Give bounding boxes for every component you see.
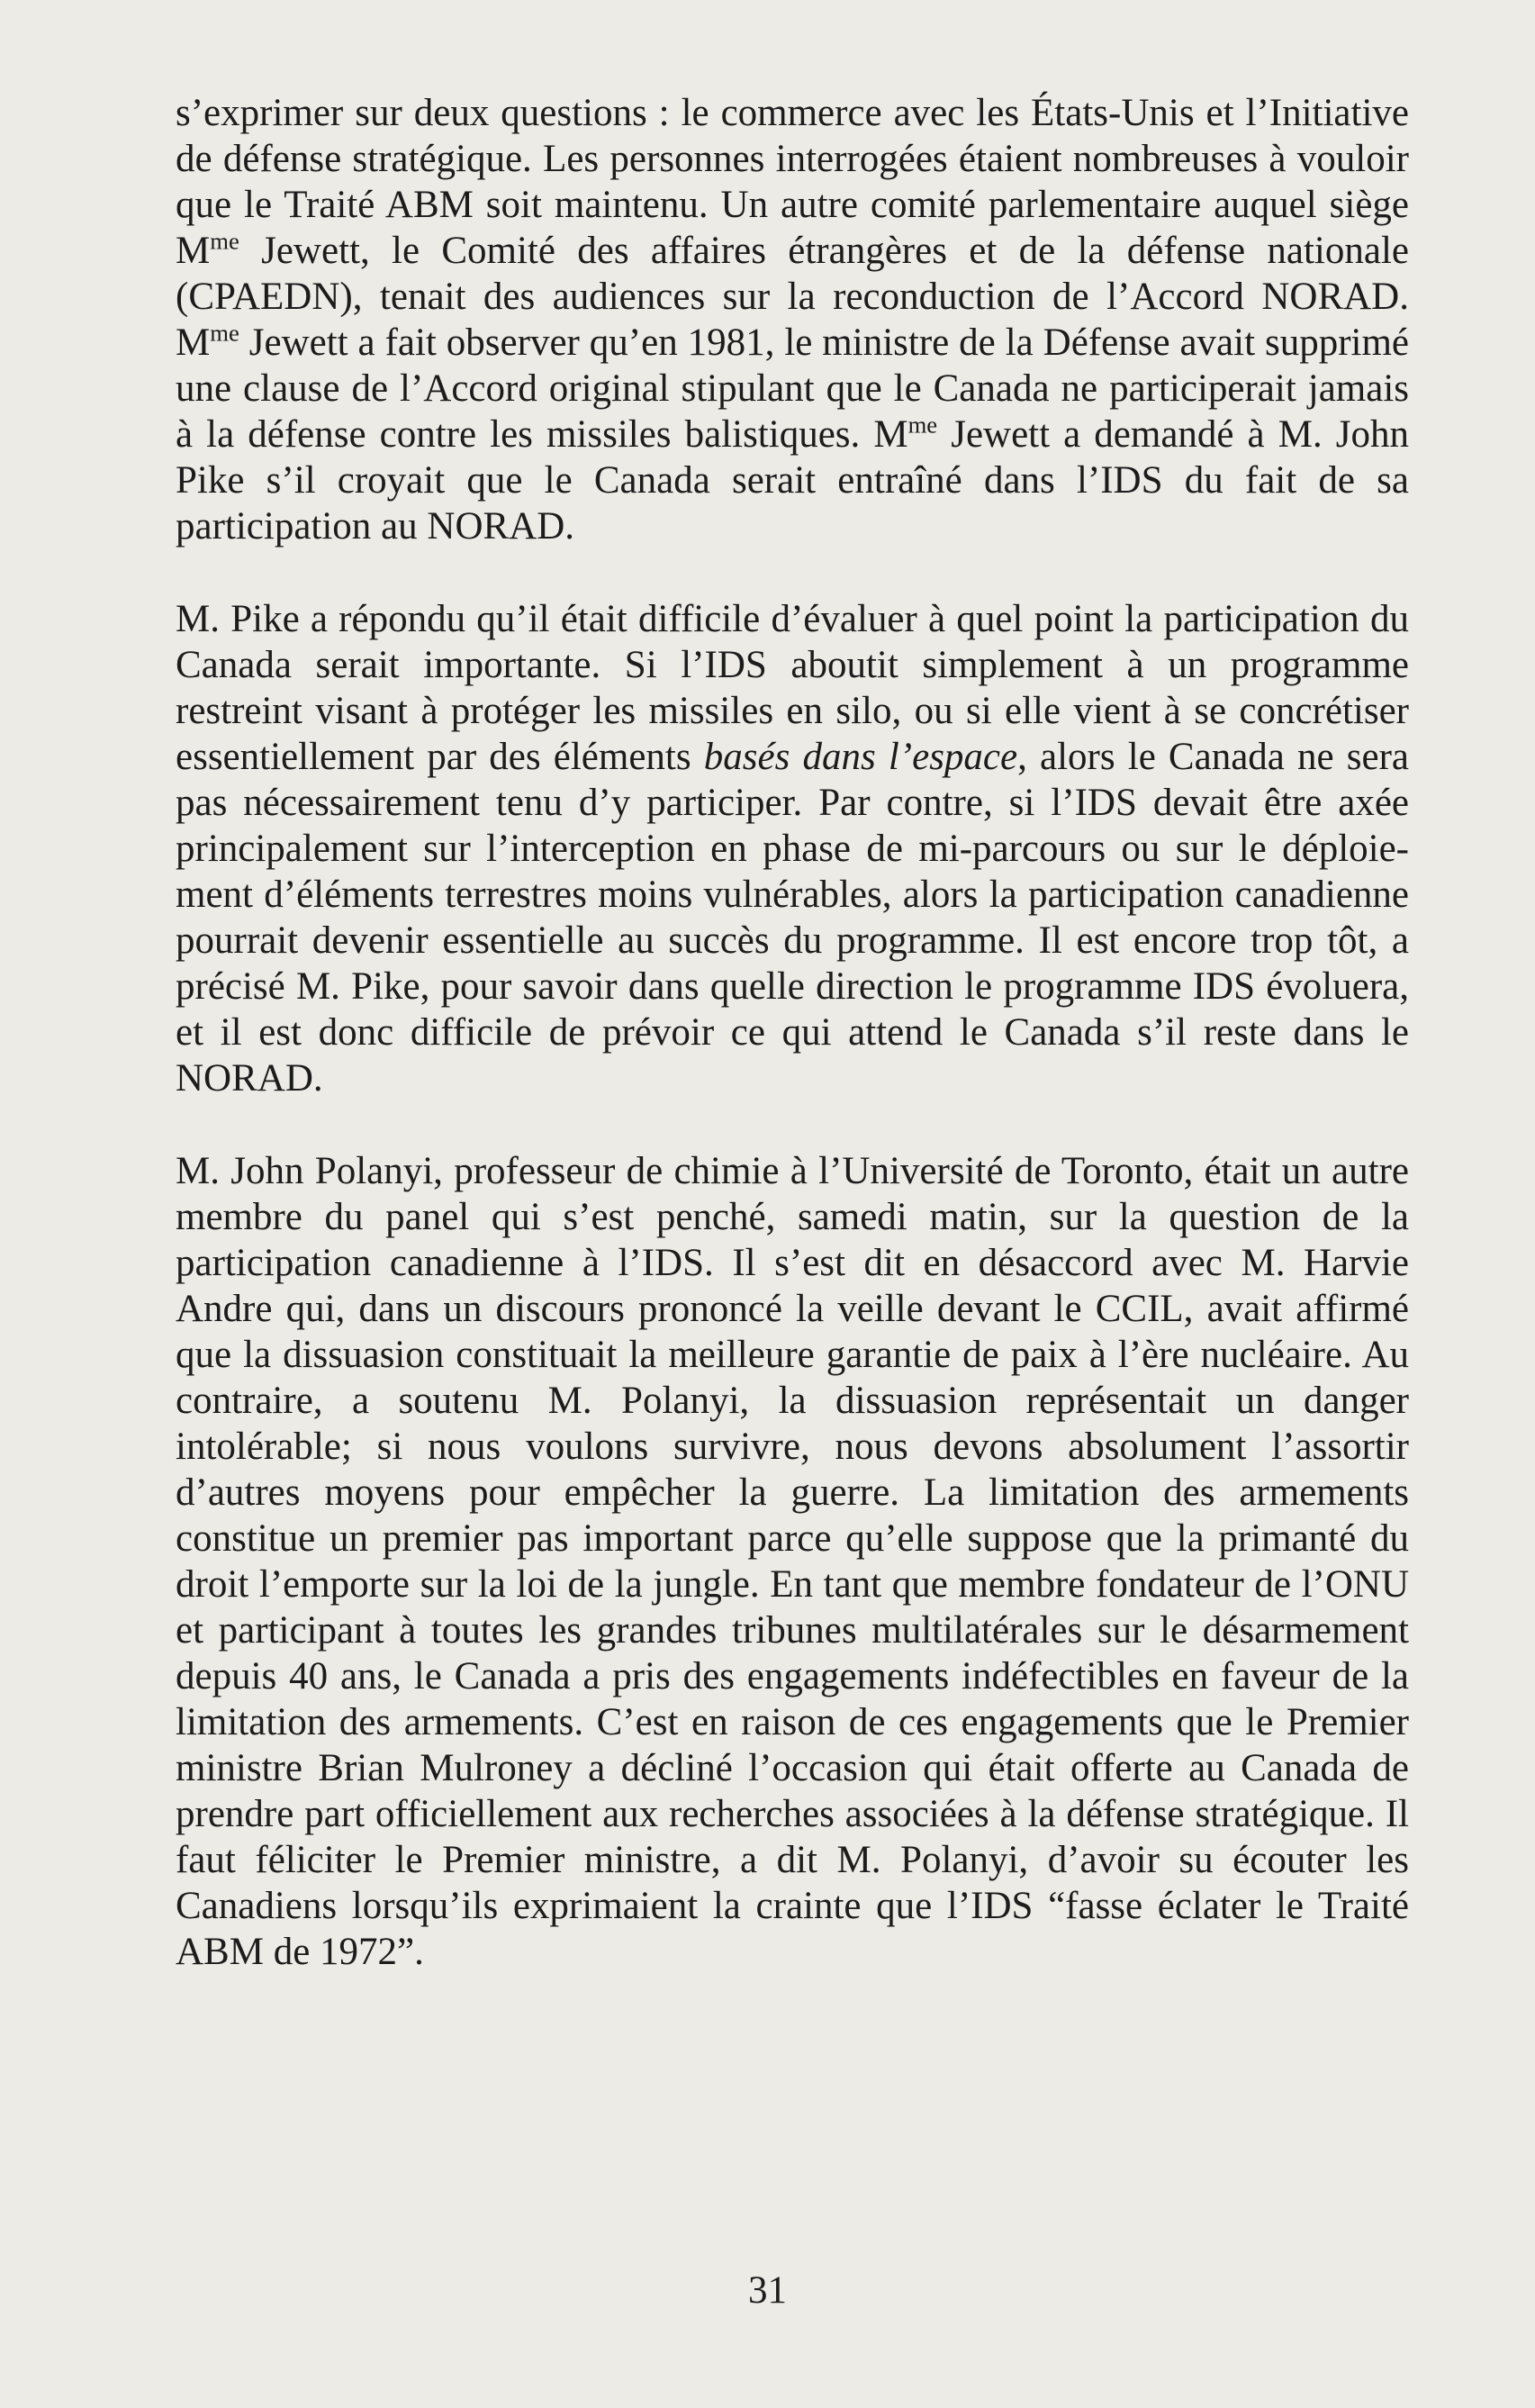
text-run: Jewett, le Comité des affaires étrangères et de la défense nationale (CPAEDN), tenait des audiences sur la reconduction de l’Accord NORAD. M [176,230,1409,364]
paragraph-2 [176,596,1409,1101]
page-body [176,90,1409,2022]
paragraph-1 [176,90,1409,549]
superscript-mme: me [907,411,938,439]
text-run: , alors le Canada ne sera pas nécessairement tenu d’y participer. Par contre, si l’IDS devait être axée principalement sur l’interception en phase de mi-parcours ou sur le déploiement d’éléments terrestres moins vulnérables, alors la participation canadienne pourrait devenir essentielle au succès du programme. Il est encore trop tôt, a précisé M. Pike, pour savoir dans quelle direction le programme IDS évoluera, et il est donc difficile de prévoir ce qui attend le Canada s’il reste dans le NORAD. [176,736,1409,1100]
superscript-mme: me [210,319,239,347]
superscript-mme: me [210,227,239,255]
page-number: 31 [748,2269,787,2312]
text-run: M. Pike a répondu qu’il était difficile d’évaluer à quel point la participation du Canada serait importante. Si l’IDS aboutit simplement à un programme restreint visant à protéger les missiles en silo, ou si elle vient à se concrétiser essentiellement par des éléments [176,598,1409,778]
text-run: Jewett a fait observer qu’en 1981, le ministre de la Défense avait supprimé une clause de l’Accord original stipulant que le Canada ne participerait jamais à la défense contre les missiles balistiques. M [176,321,1409,456]
paragraph-3 [176,1148,1409,1975]
text-run: Jewett a demandé à M. John Pike s’il croyait que le Canada serait entraîné dans l’IDS du fait de sa participation au NORAD. [176,413,1409,548]
italic-text-run: basés dans l’espace [703,736,1018,778]
text-run: M. John Polanyi, professeur de chimie à l’Université de Toronto, était un autre membre du panel qui s’est penché, samedi matin, sur la question de la participation canadienne à l’IDS. Il s’est dit en désaccord avec M. Harvie Andre qui, dans un discours prononcé la veille devant le CCIL, avait affirmé que la dissuasion constituait la meilleure garantie de paix à l’ère nucléaire. Au contraire, a soutenu M. Polanyi, la dissuasion représentait un danger intolérable; si nous voulons survivre, nous devons absolument l’assortir d’autres moyens pour empêcher la guerre. La limitation des armements constitue un premier pas important parce qu’elle suppose que la primanté du droit l’emporte sur la loi de la jungle. En tant que membre fondateur de l’ONU et participant à toutes les grandes tribunes multilatérales sur le désarmement depuis 40 ans, le Canada a pris des engagements indéfectibles en faveur de la limitation des armements. C’est en raison de ces engagements que le Premier ministre Brian Mulroney a décliné l’occasion qui était offerte au Canada de prendre part officiellement aux recherches associées à la défense stratégique. Il faut féliciter le Premier ministre, a dit M. Polanyi, d’avoir su écouter les Canadiens lorsqu’ils exprimaient la crainte que l’IDS “fasse éclater le Traité ABM de 1972”. [176,1150,1409,1973]
text-run: s’exprimer sur deux questions : le commerce avec les États-Unis et l’Initiative de défense stratégique. Les personnes interrogées étaient nombreuses à vouloir que le Traité ABM soit maintenu. Un autre comité parlementaire auquel siège M [176,92,1409,272]
